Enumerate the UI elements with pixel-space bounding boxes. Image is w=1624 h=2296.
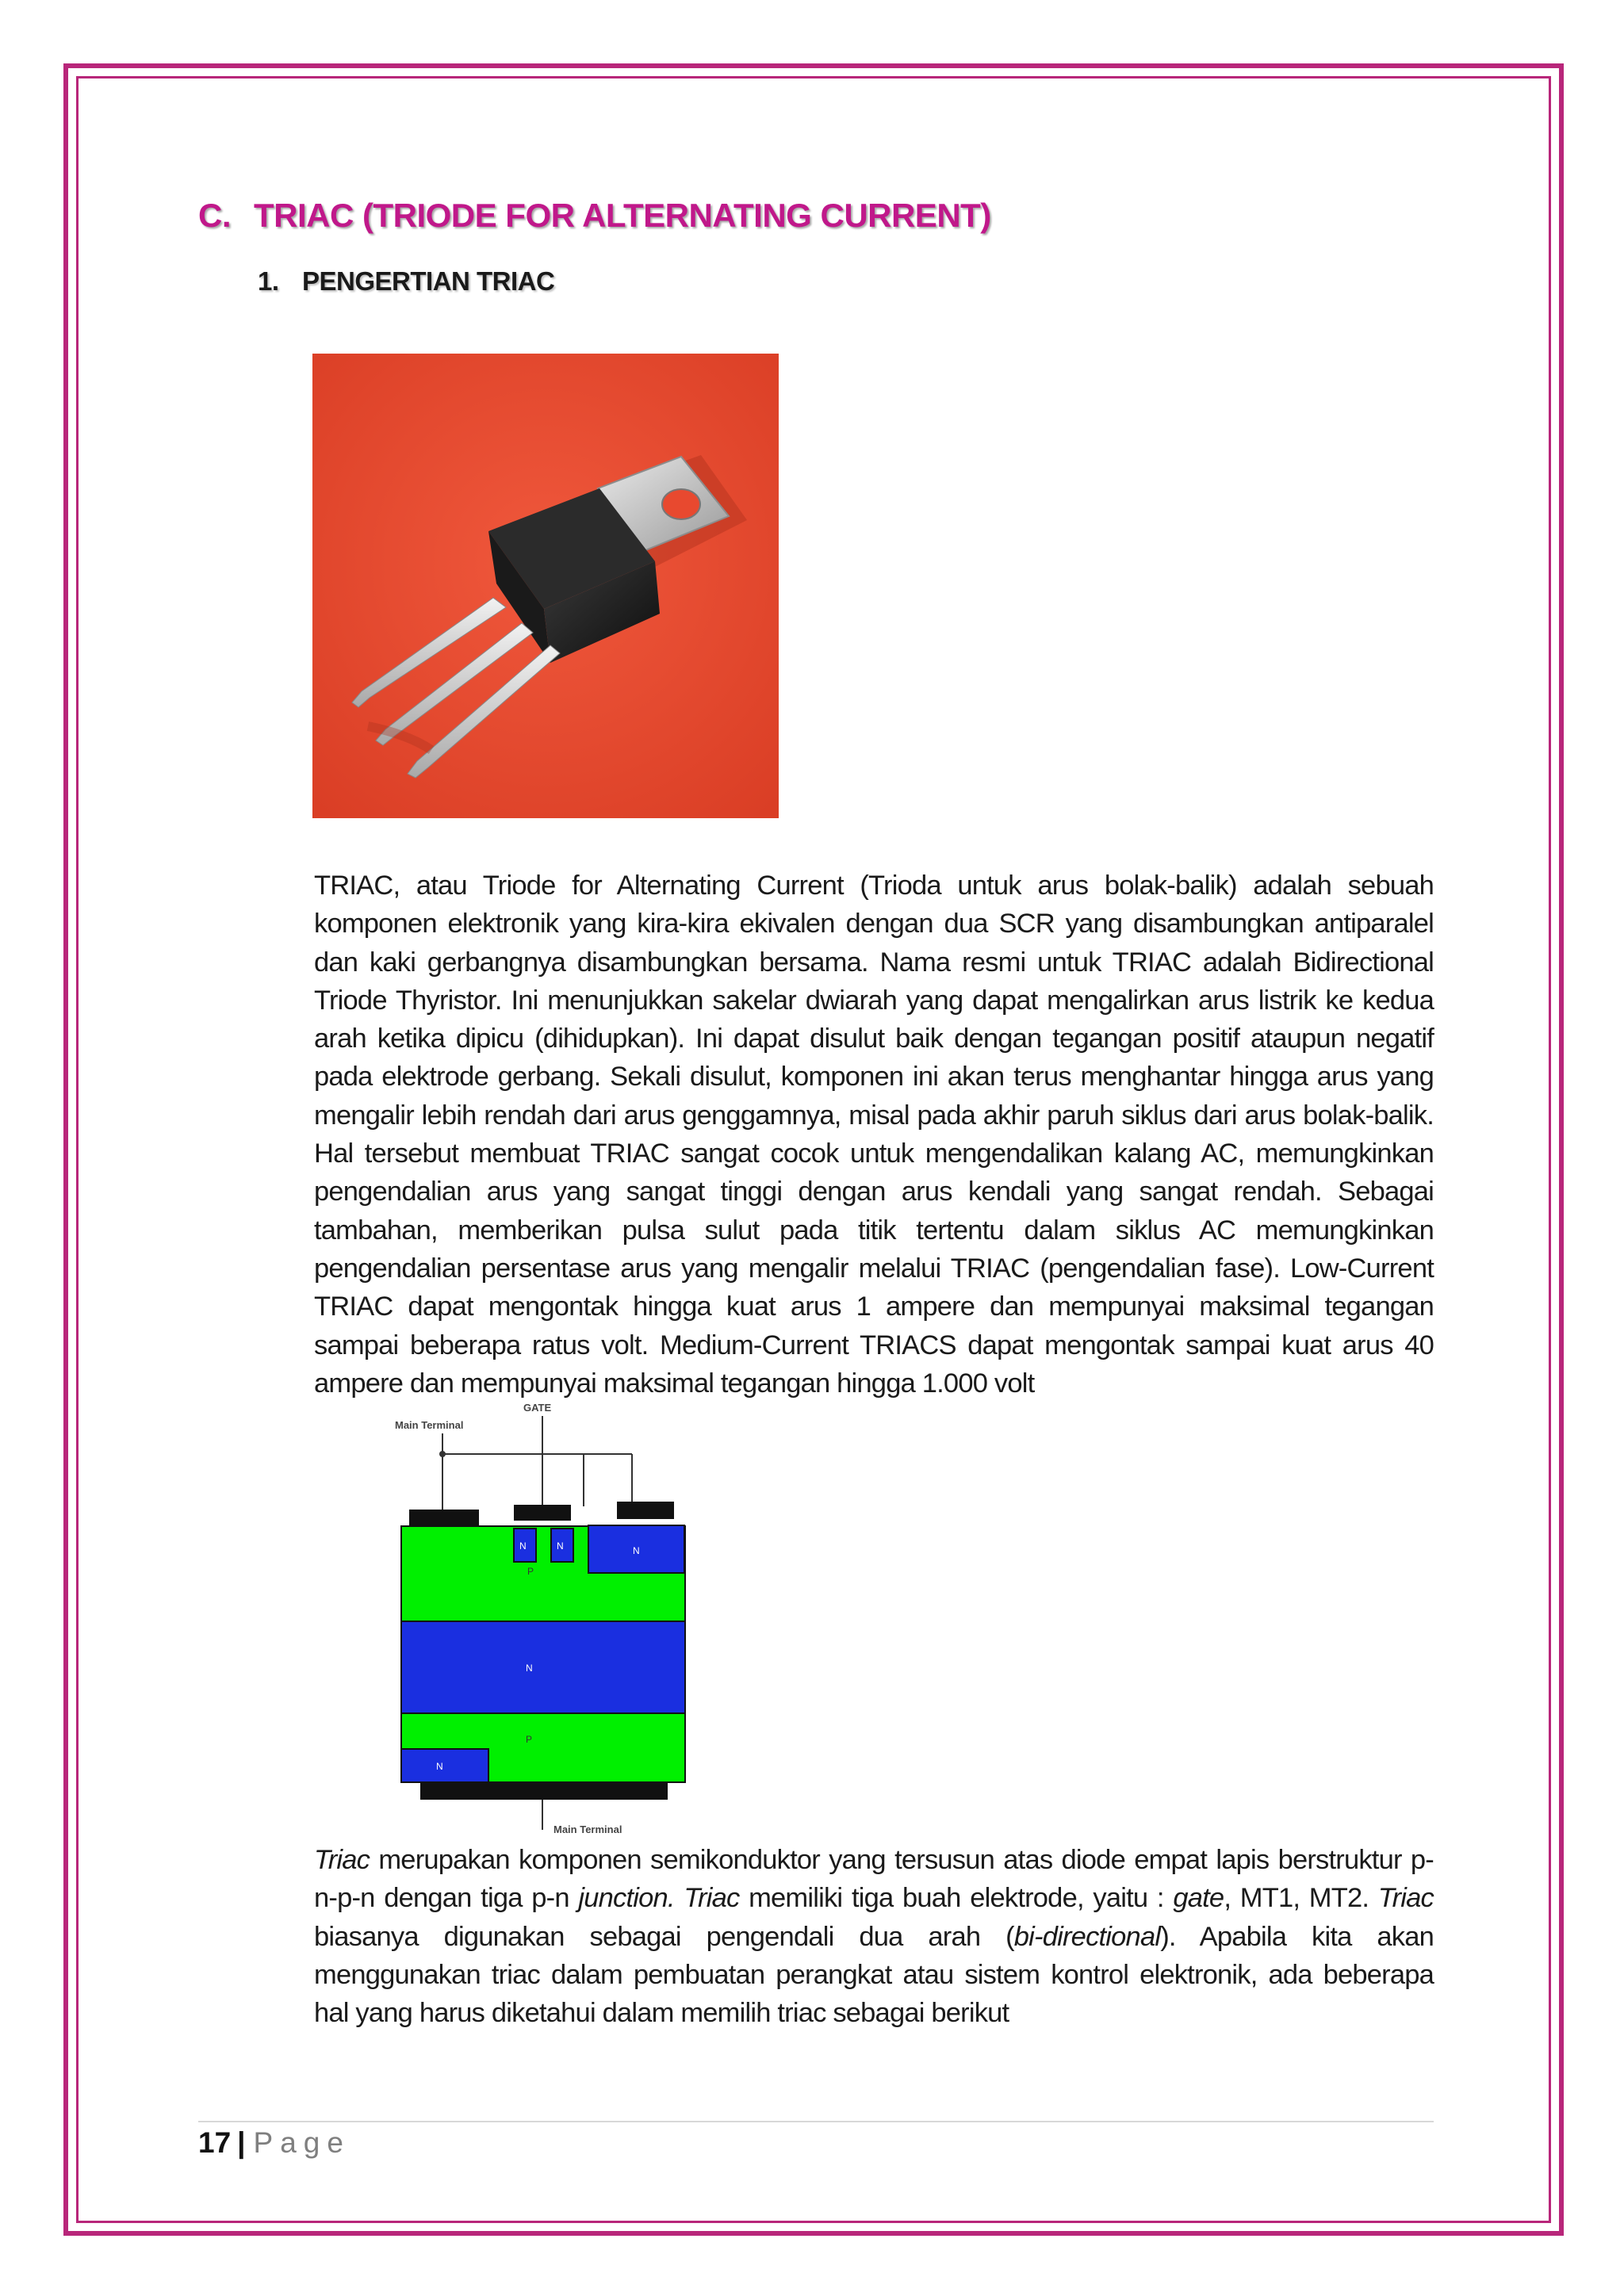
n-region-bottom bbox=[401, 1749, 488, 1782]
text-span: ). Apabila kita akan menggunakan triac dalam pembuatan perangkat atau sistem kontrol elektronik, ada beberapa hal yang harus diketahui dalam memilih triac sebagai berikut bbox=[314, 1921, 1434, 2029]
metal-contact-gate bbox=[514, 1505, 571, 1521]
section-title: TRIAC (TRIODE FOR ALTERNATING CURRENT) bbox=[254, 197, 991, 234]
p-label-bottom: P bbox=[526, 1734, 533, 1745]
page-label: Page bbox=[253, 2126, 350, 2159]
term-junction: junction. bbox=[578, 1883, 675, 1914]
text-span: biasanya digunakan sebagai pengendali dua arah ( bbox=[314, 1921, 1014, 1952]
page-footer bbox=[198, 2126, 350, 2160]
footer-separator: | bbox=[237, 2126, 246, 2159]
n-label-middle: N bbox=[526, 1663, 533, 1674]
text-span: merupakan komponen semikonduktor yang tersusun atas diode empat lapis berstruktur p-n-p-n dengan tiga p-n bbox=[314, 1845, 1434, 1914]
subsection-heading bbox=[258, 266, 554, 297]
n-layer-middle bbox=[401, 1621, 685, 1713]
subsection-title: PENGERTIAN TRIAC bbox=[302, 266, 555, 296]
subsection-number: 1. bbox=[258, 266, 279, 296]
triac-structure-diagram bbox=[387, 1402, 704, 1838]
term-triac: Triac bbox=[1377, 1883, 1434, 1914]
term-triac: Triac bbox=[684, 1883, 740, 1914]
triac-photo bbox=[312, 354, 779, 818]
term-bi-directional: bi-directional bbox=[1013, 1921, 1161, 1952]
section-heading bbox=[198, 197, 991, 235]
n-label-3: N bbox=[633, 1545, 640, 1556]
main-terminal-bottom-label: Main Terminal bbox=[553, 1823, 622, 1835]
paragraph-triac-definition: TRIAC, atau Triode for Alternating Current (Trioda untuk arus bolak-balik) adalah sebuah komponen elektronik yang kira-kira ekivalen dengan dua SCR yang disambungkan antiparalel dan kaki gerbangnya disambungkan bersama. Nama resmi untuk TRIAC adalah Bidirectional Triode Thyristor. Ini menunjukkan sakelar dwiarah yang dapat mengalirkan arus listrik ke kedua arah ketika dipicu (dihidupkan). Ini dapat disulut baik dengan tegangan positif ataupun negatif pada elektrode gerbang. Sekali disulut, komponen ini akan terus menghantar hingga arus yang mengalir lebih rendah dari arus genggamnya, misal pada akhir paruh siklus dari arus bolak-balik. Hal tersebut membuat TRIAC sangat cocok untuk mengendalikan kalang AC, memungkinkan pengendalian arus yang sangat tinggi dengan arus kendali yang sangat rendah. Sebagai tambahan, memberikan pulsa sulut pada titik tertentu dalam siklus AC memungkinkan pengendalian persentase arus yang mengalir melalui TRIAC (pengendalian fase). Low-Current TRIAC dapat mengontak hingga kuat arus 1 ampere dan mempunyai maksimal tegangan sampai beberapa ratus volt. Medium-Current TRIACS dapat mengontak sampai kuat arus 40 ampere dan mempunyai maksimal tegangan hingga 1.000 volt bbox=[314, 871, 1434, 1399]
main-terminal-top-label: Main Terminal bbox=[395, 1419, 464, 1431]
n-label-2: N bbox=[557, 1540, 564, 1552]
text-span: memiliki tiga buah elektrode, yaitu : bbox=[739, 1883, 1174, 1914]
metal-contact-right bbox=[617, 1502, 674, 1519]
text-span bbox=[675, 1883, 684, 1913]
metal-contact-left bbox=[409, 1510, 479, 1527]
n-label-1: N bbox=[519, 1540, 527, 1552]
term-triac: Triac bbox=[314, 1845, 370, 1875]
n-label-bottom: N bbox=[436, 1761, 443, 1772]
text-span: , MT1, MT2. bbox=[1224, 1883, 1378, 1914]
paragraph-triac-structure bbox=[314, 1841, 1434, 2032]
term-gate: gate bbox=[1173, 1883, 1224, 1914]
gate-label: GATE bbox=[523, 1402, 552, 1414]
footer-divider bbox=[198, 2121, 1434, 2122]
p-label-top: P bbox=[527, 1566, 534, 1577]
section-number: C. bbox=[198, 197, 231, 234]
metal-contact-bottom bbox=[420, 1782, 668, 1800]
page-number: 17 bbox=[198, 2126, 232, 2159]
